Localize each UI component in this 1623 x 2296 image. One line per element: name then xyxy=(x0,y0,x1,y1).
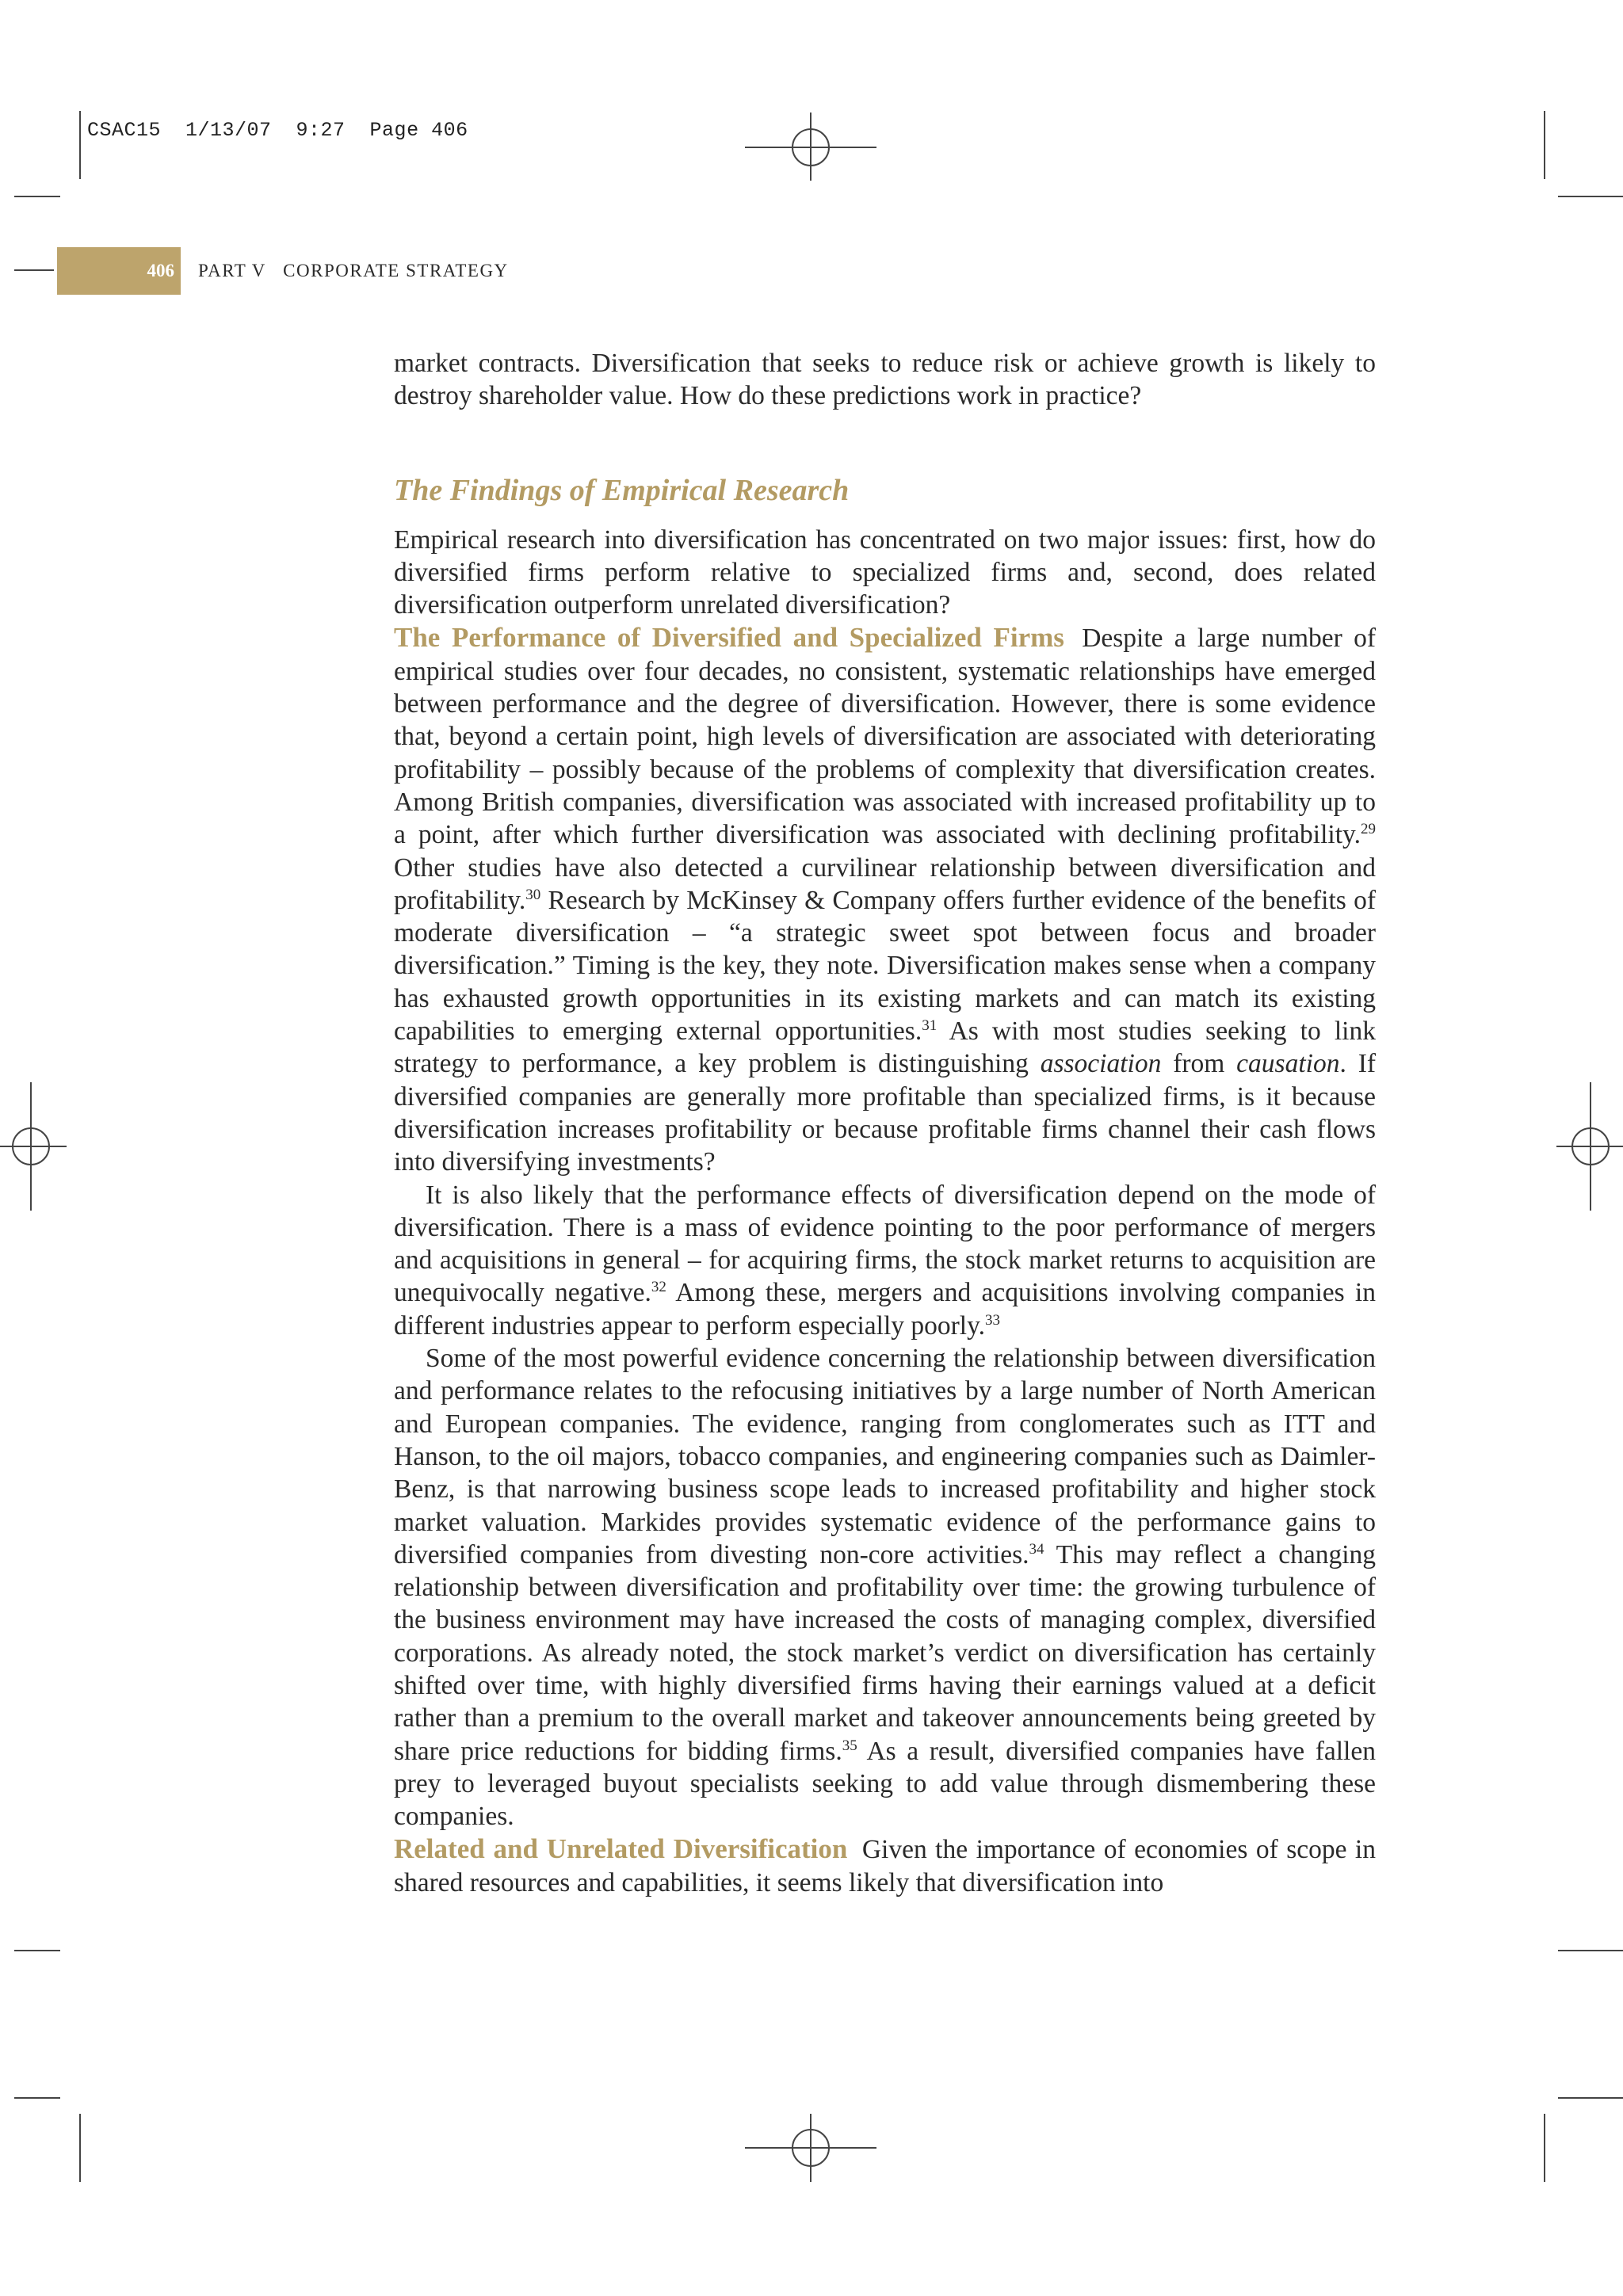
crop-mark xyxy=(14,1950,60,1951)
crop-mark xyxy=(14,269,54,271)
text-run: As with most studies seeking to link strategy to performance, a key problem is distinguishing xyxy=(394,1016,1376,1079)
body-text xyxy=(394,347,1376,1899)
page-number: 406 xyxy=(147,261,174,280)
footnote-ref: 30 xyxy=(525,886,541,903)
refocusing-paragraph xyxy=(394,1342,1376,1833)
registration-target-icon xyxy=(792,2129,830,2167)
footnote-ref: 29 xyxy=(1361,821,1376,838)
crop-mark xyxy=(1544,2114,1545,2182)
footnote-ref: 33 xyxy=(985,1311,1001,1329)
performance-paragraph xyxy=(394,621,1376,1178)
section-heading: The Findings of Empirical Research xyxy=(394,473,850,507)
text-run: Research by McKinsey & Company offers further evidence of the benefits of moderate diversification – “a strategic sweet spot between focus and broader diversification.” Timing is the key, they note. Diversification makes sense when a company has exhausted growth opportunities in its existing markets and can match its existing capabilities to emerging external opportunities. xyxy=(394,885,1376,1047)
text-run: Among these, mergers and acquisitions involving companies in different industries appear to perform especially poorly. xyxy=(394,1278,1376,1341)
footnote-ref: 32 xyxy=(651,1279,666,1296)
text-run: . If diversified companies are generally more profitable than specialized firms, is it because diversification increases profitability or because profitable firms channel their cash flows into diversifying investments? xyxy=(394,1049,1377,1177)
crop-mark xyxy=(1558,1950,1623,1951)
running-head: PART V CORPORATE STRATEGY xyxy=(198,261,509,280)
subsection-heading-related: Related and Unrelated Diversification xyxy=(394,1833,848,1865)
registration-target-icon xyxy=(1571,1127,1610,1165)
registration-target-icon xyxy=(792,128,830,166)
footnote-ref: 34 xyxy=(1029,1540,1044,1558)
intro-paragraph: market contracts. Diversification that seeks to reduce risk or achieve growth is likely to destroy shareholder value. How do these predictions work in practice? xyxy=(394,349,1376,411)
related-paragraph xyxy=(394,1833,1376,1899)
crop-mark xyxy=(79,111,81,179)
text-run: Despite a large number of empirical studies over four decades, no consistent, systematic relationships have emerged between performance and the degree of diversification. However, there is some evidence that, beyond a certain point, high levels of diversification are associated with deteriorating profitability – possibly because of the problems of complexity that diversification creates. Among British companies, diversification was associated with increased profitability up to a point, after which further diversification was associated with declining profitability. xyxy=(394,624,1376,850)
emphasis: causation xyxy=(1236,1049,1340,1079)
subsection-heading-performance: The Performance of Diversified and Specialized Firms xyxy=(394,622,1064,654)
crop-mark xyxy=(14,196,60,197)
emphasis: association xyxy=(1040,1049,1162,1079)
crop-mark xyxy=(79,2114,81,2182)
footnote-ref: 31 xyxy=(922,1016,938,1034)
section-intro-paragraph: Empirical research into diversification has concentrated on two major issues: first, how do diversified firms perform relative to specialized firms and, second, does related diversification outperform unrelated diversification? xyxy=(394,524,1376,620)
text-run: This may reflect a changing relationship between diversification and profitability over time: the growing turbulence of the business environment may have increased the costs of managing complex, diversified corporations. As already noted, the stock market’s verdict on diversification has certainly shifted over time, with highly diversified firms having their earnings valued at a deficit rather than a premium to the overall market and takeover announcements being greeted by share price reductions for bidding firms. xyxy=(394,1539,1376,1766)
text-run: As a result, diversified companies have fallen prey to leveraged buyout specialists seeking to add value through dismembering these companies. xyxy=(394,1736,1376,1832)
text-run: from xyxy=(1161,1049,1237,1079)
crop-mark xyxy=(14,2097,60,2099)
crop-mark xyxy=(1544,111,1545,179)
printer-slug-line: CSAC15 1/13/07 9:27 Page 406 xyxy=(87,119,468,142)
text-run: It is also likely that the performance effects of diversification depend on the mode of diversification. There is a mass of evidence pointing to the poor performance of mergers and acquisitions in general – for acquiring firms, the stock market returns to acquisition are unequivocally negative. xyxy=(394,1180,1376,1308)
registration-target-icon xyxy=(12,1127,50,1165)
text-run: Some of the most powerful evidence concerning the relationship between diversification and performance relates to the refocusing initiatives by a large number of North American and European companies. The evidence, ranging from conglomerates such as ITT and Hanson, to the oil majors, tobacco companies, and engineering companies such as Daimler-Benz, is that narrowing business scope leads to increased profitability and higher stock market valuation. Markides provides systematic evidence of the performance gains to diversified companies from divesting non-core activities. xyxy=(394,1344,1376,1569)
text-run: Other studies have also detected a curvilinear relationship between diversification and profitability. xyxy=(394,852,1376,915)
text-run: Given the importance of economies of scope in shared resources and capabilities, it seems likely that diversification into xyxy=(394,1835,1376,1897)
footnote-ref: 35 xyxy=(842,1737,857,1754)
crop-mark xyxy=(1558,196,1623,197)
mode-paragraph xyxy=(394,1179,1376,1342)
crop-mark xyxy=(1558,2097,1623,2099)
